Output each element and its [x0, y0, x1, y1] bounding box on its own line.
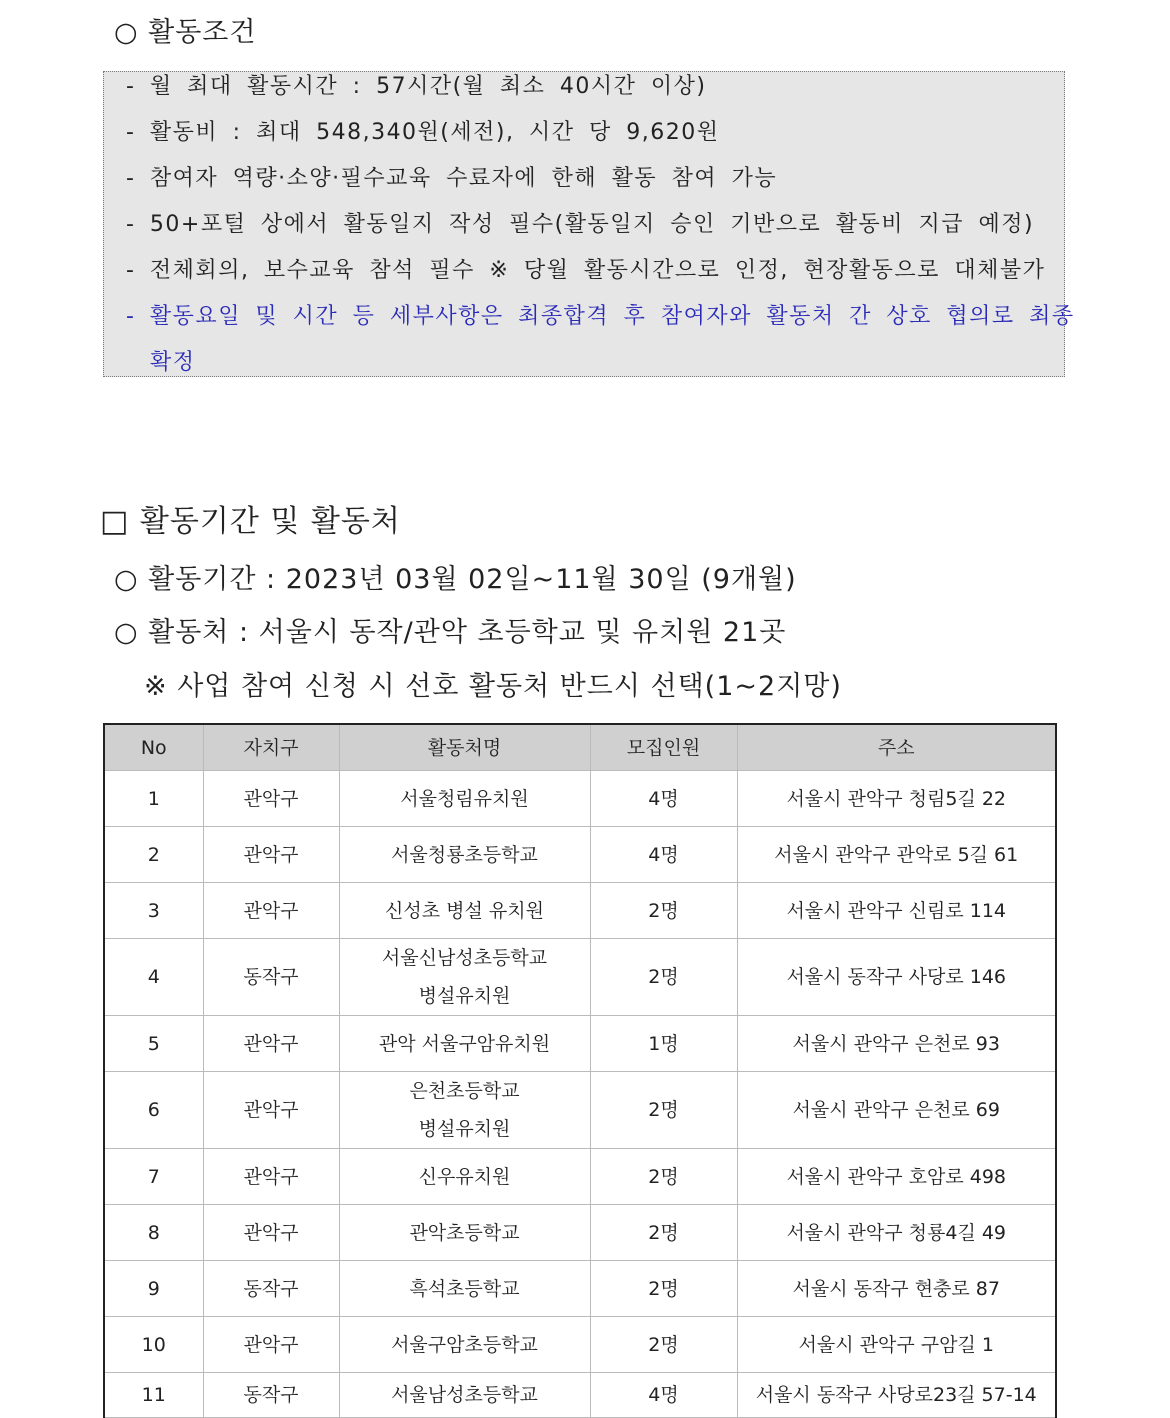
conditions-heading: ○ 활동조건 — [114, 17, 257, 48]
table-cell: 서울시 관악구 은천로 93 — [737, 1016, 1056, 1072]
table-cell: 5 — [104, 1016, 203, 1072]
table-cell: 11 — [104, 1373, 203, 1418]
table-row — [104, 1149, 1056, 1205]
activity-places: ○ 활동처 : 서울시 동작/관악 초등학교 및 유치원 21곳 — [114, 617, 787, 648]
table-cell: 관악구 — [203, 883, 339, 939]
table-cell: 9 — [104, 1261, 203, 1317]
table-cell: 2 — [104, 827, 203, 883]
table-row — [104, 1317, 1056, 1373]
table-cell: 관악구 — [203, 1072, 339, 1149]
table-cell: 서울시 동작구 현충로 87 — [737, 1261, 1056, 1317]
table-cell: 서울구암초등학교 — [339, 1317, 590, 1373]
table-cell: 서울시 관악구 관악로 5길 61 — [737, 827, 1056, 883]
table-cell: 동작구 — [203, 1373, 339, 1418]
table-cell: 2명 — [590, 1072, 737, 1149]
table-cell: 동작구 — [203, 1261, 339, 1317]
table-cell: 관악구 — [203, 1016, 339, 1072]
table-row — [104, 883, 1056, 939]
table-cell: 서울시 관악구 청림5길 22 — [737, 771, 1056, 827]
table-row — [104, 1261, 1056, 1317]
table-cell: 흑석초등학교 — [339, 1261, 590, 1317]
selection-note: ※ 사업 참여 신청 시 선호 활동처 반드시 선택(1~2지망) — [144, 671, 842, 702]
column-header: 활동처명 — [339, 724, 590, 771]
column-header: 모집인원 — [590, 724, 737, 771]
table-cell: 4명 — [590, 827, 737, 883]
table-cell: 4 — [104, 939, 203, 1016]
condition-item: - 참여자 역량·소양·필수교육 수료자에 한해 활동 참여 가능 — [126, 166, 778, 191]
table-cell: 동작구 — [203, 939, 339, 1016]
table-cell: 관악 서울구암유치원 — [339, 1016, 590, 1072]
table-cell: 서울청룡초등학교 — [339, 827, 590, 883]
table-cell: 서울시 관악구 신림로 114 — [737, 883, 1056, 939]
table-cell: 2명 — [590, 939, 737, 1016]
table-cell: 1명 — [590, 1016, 737, 1072]
table-cell: 2명 — [590, 1149, 737, 1205]
table-cell: 서울시 관악구 구암길 1 — [737, 1317, 1056, 1373]
cell-line: 은천초등학교 — [409, 1080, 520, 1102]
cell-line: 병설유치원 — [418, 1118, 511, 1140]
table-cell: 신우유치원 — [339, 1149, 590, 1205]
cell-line: 병설유치원 — [418, 985, 511, 1007]
table-cell: 8 — [104, 1205, 203, 1261]
table-cell: 서울시 관악구 은천로 69 — [737, 1072, 1056, 1149]
section-heading: □ 활동기간 및 활동처 — [100, 504, 401, 539]
condition-item: - 활동비 : 최대 548,340원(세전), 시간 당 9,620원 — [126, 120, 720, 145]
table-cell: 신성초 병설 유치원 — [339, 883, 590, 939]
cell-line: 서울신남성초등학교 — [381, 947, 548, 969]
conditions-box — [103, 71, 1075, 377]
activity-period: ○ 활동기간 : 2023년 03월 02일~11월 30일 (9개월) — [114, 564, 797, 595]
table-cell: 관악구 — [203, 1317, 339, 1373]
column-header: 주소 — [737, 724, 1056, 771]
places-table — [103, 723, 1057, 1418]
table-row — [104, 1016, 1056, 1072]
table-cell: 2명 — [590, 1261, 737, 1317]
table-row — [104, 939, 1056, 1016]
table-cell: 7 — [104, 1149, 203, 1205]
table-cell: 3 — [104, 883, 203, 939]
table-cell: 서울시 동작구 사당로 146 — [737, 939, 1056, 1016]
table-cell: 관악구 — [203, 1149, 339, 1205]
column-header: 자치구 — [203, 724, 339, 771]
table-cell: 2명 — [590, 1317, 737, 1373]
condition-item: - 전체회의, 보수교육 참석 필수 ※ 당월 활동시간으로 인정, 현장활동으로 대체불가 — [126, 258, 1046, 283]
table-cell: 6 — [104, 1072, 203, 1149]
table-cell: 관악구 — [203, 827, 339, 883]
table-cell: 4명 — [590, 1373, 737, 1418]
condition-highlight-cont: 확정 — [150, 350, 196, 375]
table-cell: 서울시 관악구 호암로 498 — [737, 1149, 1056, 1205]
condition-item: - 50+포털 상에서 활동일지 작성 필수(활동일지 승인 기반으로 활동비 지급 예정) — [126, 212, 1035, 237]
table-row — [104, 827, 1056, 883]
table-cell: 2명 — [590, 883, 737, 939]
table-row — [104, 1205, 1056, 1261]
table-row — [104, 771, 1056, 827]
condition-highlight: - 활동요일 및 시간 등 세부사항은 최종합격 후 참여자와 활동처 간 상호 협의로 최종 — [126, 304, 1075, 329]
table-cell: 4명 — [590, 771, 737, 827]
column-header: No — [104, 724, 203, 771]
table-cell: 1 — [104, 771, 203, 827]
table-cell: 서울남성초등학교 — [339, 1373, 590, 1418]
table-cell: 서울시 동작구 사당로23길 57-14 — [737, 1373, 1056, 1418]
table-row — [104, 1072, 1056, 1149]
table-cell — [339, 939, 590, 1016]
table-cell: 관악구 — [203, 771, 339, 827]
table-cell: 서울시 관악구 청룡4길 49 — [737, 1205, 1056, 1261]
table-cell: 10 — [104, 1317, 203, 1373]
table-cell: 서울청림유치원 — [339, 771, 590, 827]
table-cell: 관악구 — [203, 1205, 339, 1261]
table-cell: 2명 — [590, 1205, 737, 1261]
table-row — [104, 1373, 1056, 1418]
table-cell: 관악초등학교 — [339, 1205, 590, 1261]
table-cell — [339, 1072, 590, 1149]
condition-item: - 월 최대 활동시간 : 57시간(월 최소 40시간 이상) — [126, 74, 707, 99]
